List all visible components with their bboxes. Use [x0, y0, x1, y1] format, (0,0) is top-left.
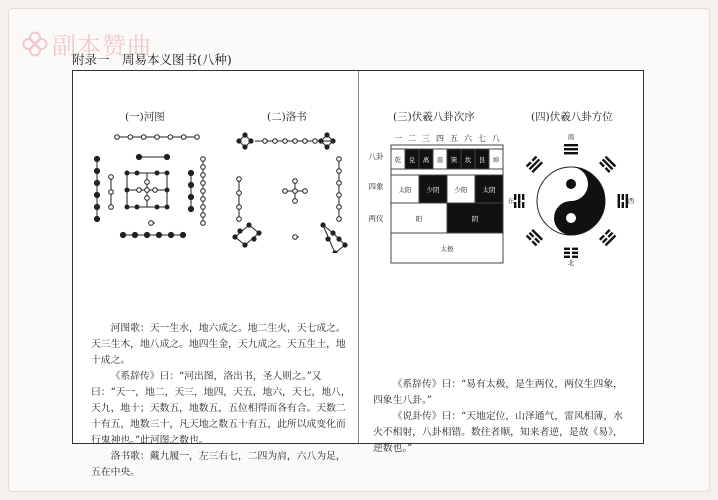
trigram-icon: [599, 229, 616, 246]
hetu-dot: [188, 182, 193, 187]
hetu-dot: [120, 232, 125, 237]
hetu-dot: [141, 135, 146, 140]
hetu-dot: [125, 171, 130, 176]
hetu-dot: [188, 206, 193, 211]
cixu-gua-label: 坎: [464, 156, 472, 164]
trigram-icon: [526, 229, 543, 246]
book-spread: [72, 70, 644, 478]
trigram-icon: [564, 144, 578, 154]
caption-hetu: (一)河图: [125, 111, 165, 123]
hetu-dot: [201, 213, 206, 218]
hetu-dot: [165, 188, 170, 193]
hetu-dot: [125, 205, 130, 210]
hetu-dot: [115, 135, 120, 140]
hetu-dot: [201, 157, 206, 162]
cixu-row-label: 四象: [368, 182, 384, 191]
cixu-liangyi-label: 阳: [415, 215, 423, 223]
hetu-dot: [135, 205, 140, 210]
cixu-taiji-label: 太极: [440, 245, 454, 253]
cixu-chart: [365, 133, 511, 279]
hetu-dot: [109, 205, 114, 210]
hetu-dot: [201, 221, 206, 226]
cixu-gua-label: 坤: [492, 156, 500, 164]
hetu-dot: [153, 188, 158, 193]
hetu-dot: [156, 232, 161, 237]
hetu-dot: [188, 170, 193, 175]
hetu-dot: [201, 165, 206, 170]
hetu-dot: [94, 156, 99, 161]
fangwei-direction-label: 东: [507, 197, 515, 205]
hetu-dot: [94, 180, 99, 185]
cixu-numeral: 五: [450, 134, 458, 143]
cixu-gua-label: 兑: [408, 156, 416, 164]
logo-text: 副本赞曲: [52, 32, 152, 60]
trigram-icon: [526, 156, 543, 173]
trigram-icon: [618, 194, 628, 208]
hetu-dot: [109, 175, 114, 180]
hetu-dot: [201, 197, 206, 202]
fangwei-diagram: [501, 129, 641, 269]
cixu-sixiang-label: 太阴: [482, 186, 496, 194]
hetu-dot: [188, 194, 193, 199]
cixu-liangyi-label: 阴: [471, 215, 479, 223]
hetu-dot: [168, 232, 173, 237]
cixu-gua-label: 巽: [450, 156, 458, 164]
page-header: 附录一 周易本义图书(八种): [72, 52, 232, 67]
shuogua-quote: 《说卦传》曰：“天地定位，山泽通气，雷风相薄，水火不相射，八卦相错。数往者顺，知来者逆，是故《易》，逆数也。”: [373, 411, 623, 454]
hetu-dot: [195, 135, 200, 140]
trigram-icon: [514, 194, 524, 208]
trigram-icon: [564, 248, 578, 258]
hetu-dot: [94, 204, 99, 209]
right-text: [373, 377, 631, 457]
cixu-row-label: 八卦: [368, 152, 384, 161]
fangwei-direction-label: 南: [567, 133, 575, 141]
hetu-song: 河图歌：天一生水，地六成之。地二生火，天七成之。天三生木，地八成之。地四生金，天九成之。天五生土，地十成之。: [91, 323, 346, 366]
hetu-dot: [180, 232, 185, 237]
book-gutter: [358, 71, 359, 443]
hetu-diagram: [87, 129, 213, 253]
hetu-dot: [165, 205, 170, 210]
cixu-numeral: 一: [394, 134, 402, 143]
caption-luoshu: (二)洛书: [267, 111, 307, 123]
hetu-dot: [128, 135, 133, 140]
cixu-numeral: 八: [492, 134, 500, 143]
xici-hetu-quote: 《系辞传》曰：“河出图，洛出书，圣人则之。”又曰：“天一，地二，天三，地四，天五，地六，天七，地八，天九，地十；天数五，地数五，五位相得而各有合。天数二十有五，地数三十，凡天地之数五十有五，此所以成变化而行鬼神也。”此河图之数也。: [91, 371, 351, 446]
hetu-dot: [144, 232, 149, 237]
cixu-numeral: 六: [464, 134, 472, 143]
hetu-dot: [155, 171, 160, 176]
hetu-dot: [201, 205, 206, 210]
hetu-dot: [94, 168, 99, 173]
luoshu-diagram: [225, 129, 353, 253]
fangwei-direction-label: 西: [627, 197, 635, 205]
cixu-gua-label: 乾: [394, 156, 402, 164]
trigram-icon: [599, 156, 616, 173]
cixu-numeral: 七: [478, 134, 486, 143]
hetu-dot: [145, 188, 150, 193]
hetu-dot: [94, 216, 99, 221]
hetu-dot: [125, 188, 130, 193]
cixu-sixiang-label: 少阳: [454, 186, 468, 194]
hetu-dot: [164, 154, 169, 159]
hetu-dot: [135, 171, 140, 176]
fangwei-direction-label: 北: [567, 259, 575, 267]
left-text: [91, 321, 353, 481]
xici-taiji-quote: 《系辞传》曰：“易有太极，是生两仪，两仪生四象，四象生八卦。”: [373, 379, 623, 406]
hetu-dot: [136, 154, 141, 159]
cixu-row-label: 两仪: [368, 214, 384, 223]
cixu-numeral: 三: [422, 134, 430, 143]
hetu-dot: [201, 181, 206, 186]
cixu-sixiang-label: 太阳: [398, 186, 412, 194]
flower-logo-icon: [22, 31, 48, 57]
hetu-dot: [137, 188, 142, 193]
cixu-numeral: 二: [408, 134, 416, 143]
caption-cixu: (三)伏羲八卦次序: [393, 111, 475, 123]
hetu-dot: [201, 189, 206, 194]
hetu-dot: [132, 232, 137, 237]
hetu-dot: [155, 205, 160, 210]
hetu-dot: [165, 171, 170, 176]
hetu-dot: [168, 135, 173, 140]
hetu-dot: [145, 196, 150, 201]
cixu-gua-label: 离: [422, 156, 430, 164]
cixu-numeral: 四: [436, 134, 444, 143]
cixu-sixiang-label: 少阴: [426, 186, 440, 194]
caption-fangwei: (四)伏羲八卦方位: [531, 111, 613, 123]
hetu-dot: [201, 173, 206, 178]
cixu-gua-label: 艮: [478, 156, 486, 164]
hetu-dot: [149, 221, 154, 226]
cixu-gua-label: 震: [436, 156, 444, 164]
hetu-dot: [155, 135, 160, 140]
luoshu-song: 洛书歌：戴九履一，左三右七，二四为肩，六八为足，五在中央。: [91, 451, 346, 478]
hetu-dot: [94, 192, 99, 197]
hetu-dot: [145, 180, 150, 185]
hetu-dot: [109, 190, 114, 195]
hetu-dot: [181, 135, 186, 140]
